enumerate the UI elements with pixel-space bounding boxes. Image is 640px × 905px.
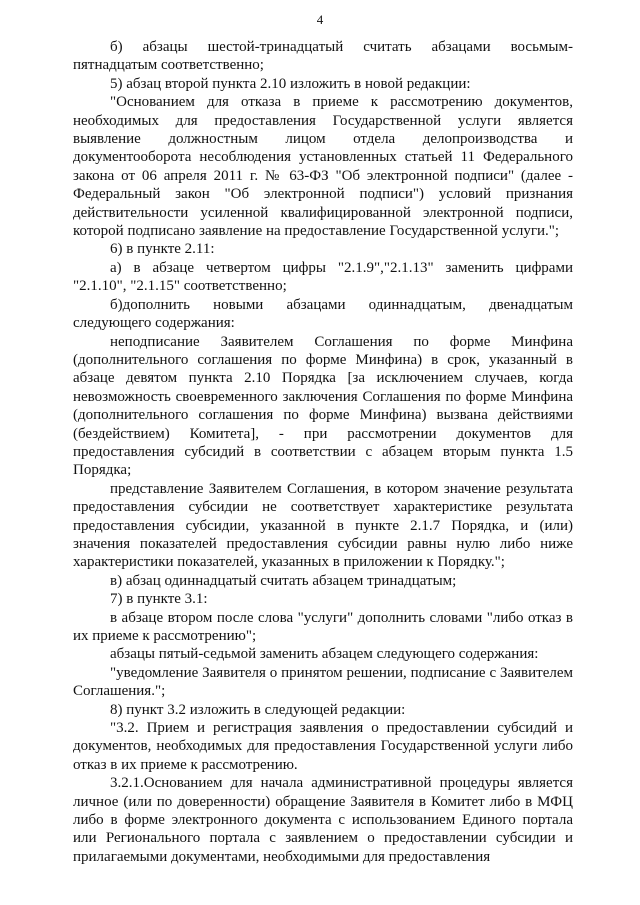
- paragraph-12: абзацы пятый-седьмой заменить абзацем следующего содержания:: [110, 646, 539, 663]
- page-number: 4: [316, 12, 324, 27]
- paragraph-8: представление Заявителем Соглашения, в котором значение результата предоставления субсидии не соответствует характеристике результата предоставления субсидии, указанной в пункте 2.1.7 Порядка, и (или) значения показателей предоставления субсидии равны нулю либо ниже характеристики показателей, указанных в приложении к Порядку.";: [73, 480, 573, 571]
- paragraph-14: 8) пункт 3.2 изложить в следующей редакции:: [110, 701, 406, 718]
- paragraph-15: "3.2. Прием и регистрация заявления о предоставлении субсидий и документов, необходимых для предоставления Государственной услуги либо отказ в их приеме к рассмотрению.: [73, 720, 573, 773]
- paragraph-6: б)дополнить новыми абзацами одиннадцатым, двенадцатым следующего содержания:: [73, 296, 573, 332]
- paragraph-2: 5) абзац второй пункта 2.10 изложить в новой редакции:: [110, 75, 471, 92]
- paragraph-9: в) абзац одиннадцатый считать абзацем тринадцатым;: [110, 572, 457, 589]
- paragraph-3: "Основанием для отказа в приеме к рассмотрению документов, необходимых для предоставления Государственной услуги является выявление должностным лицом отдела делопроизводства и документооборота несоблюдения установленных статьей 11 Федерального закона от 06 апреля 2011 г. № 63-ФЗ "Об электронной подписи" (далее - Федеральный закон "Об электронной подписи") условий признания действительности усиленной квалифицированной электронной подписи, которой подписано заявление на предоставление Государственной услуги.";: [73, 94, 573, 240]
- paragraph-5: а) в абзаце четвертом цифры "2.1.9","2.1.13" заменить цифрами "2.1.10", "2.1.15" соответственно;: [73, 259, 573, 295]
- paragraph-1: б) абзацы шестой-тринадцатый считать абзацами восьмым-пятнадцатым соответственно;: [73, 39, 573, 74]
- paragraph-7: неподписание Заявителем Соглашения по форме Минфина (дополнительного соглашения по форме Минфина) в срок, указанный в абзаце девятом пункта 2.10 Порядка [за исключением случаев, когда невозможность своевременного заключения Соглашения по форме Минфина (дополнительного соглашения по форме Минфина) вызвана действиями (бездействием) Комитета], - при рассмотрении документов для предоставления субсидий в соответствии с абзацем вторым пункта 1.5 Порядка;: [73, 333, 573, 479]
- document-body: [73, 38, 573, 866]
- paragraph-13: "уведомление Заявителя о принятом решении, подписание с Заявителем Соглашения.";: [73, 664, 573, 700]
- paragraph-4: 6) в пункте 2.11:: [110, 241, 215, 258]
- paragraph-11: в абзаце втором после слова "услуги" дополнить словами "либо отказ в их приеме к рассмотрению";: [73, 609, 573, 644]
- paragraph-16: 3.2.1.Основанием для начала административной процедуры является личное (или по доверенности) обращение Заявителя в Комитет либо в МФЦ либо в форме электронного документа с использованием Единого портала или Регионального портала с заявлением о предоставлении субсидии и прилагаемыми документами, необходимыми для предоставления: [73, 775, 573, 865]
- paragraph-10: 7) в пункте 3.1:: [110, 591, 208, 608]
